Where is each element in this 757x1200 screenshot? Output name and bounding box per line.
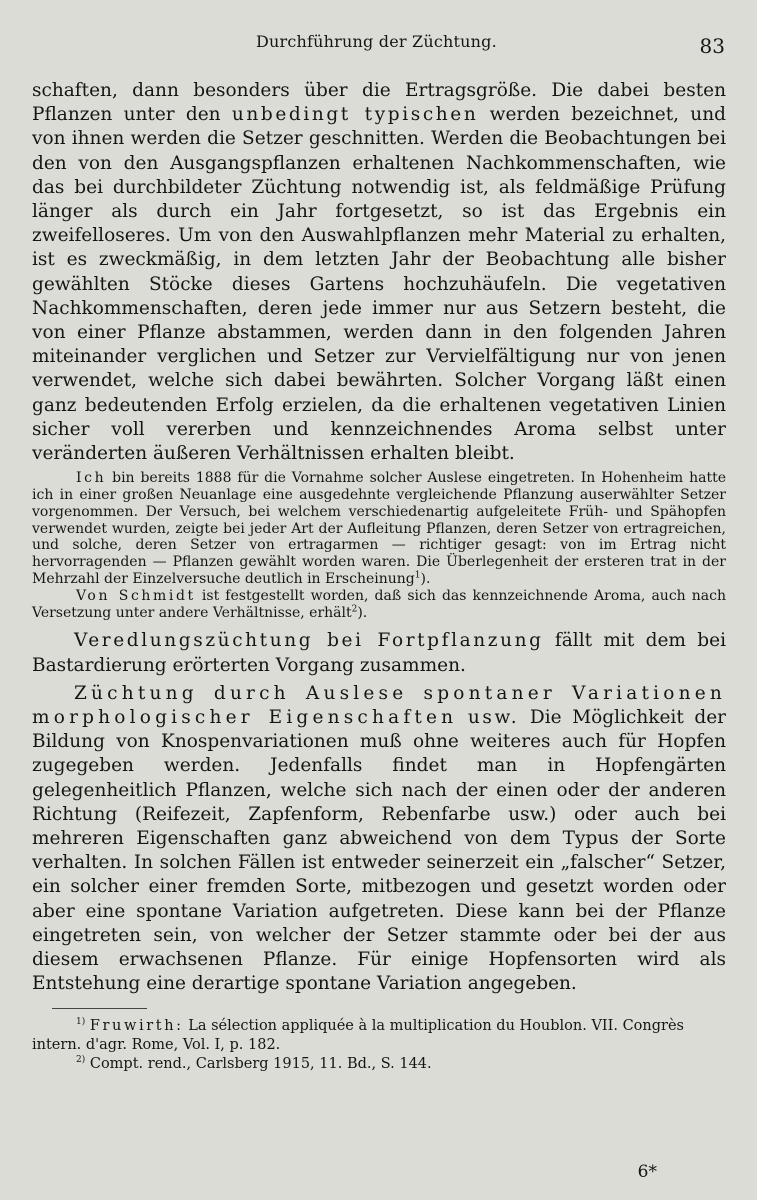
- small-paragraph-1: Ich bin bereits 1888 für die Vornahme solcher Auslese eingetreten. In Hohenheim hatte ich in einer großen Neuanlage eine ausgedehnte vergleichende Pflanzung auserwählter Setzer vorgenommen. Der Versuch, bei welchem verschiedenartig aufgeleitete Früh- und Spähopfen verwendet wurden, zeigte bei jeder Art der Aufleitung Pflanzen, deren Setzer von ertragreichen, und solche, deren Setzer von ertragarmen — richtiger gesagt: von im Ertrag nicht hervorragenden — Pflanzen gewählt worden waren. Die Überlegenheit der ersteren trat in der Mehrzahl der Einzelversuche deutlich in Erscheinung$^1$).: [32, 470, 726, 588]
- footnote-text: La sélection appliquée à la multiplication du Houblon. VII. Congrès intern. d'agr. Rome, Vol. I, p. 182.: [32, 1018, 684, 1054]
- emphasis-text: unbedingt typischen: [231, 104, 479, 126]
- section-heading-inline: Züchtung durch Auslese spontaner Variationen morphologischer Eigenschaften: [32, 682, 726, 729]
- emphasis-text: Von Schmidt: [76, 587, 196, 604]
- paragraph-1-rest: werden bezeichnet, und von ihnen werden die Setzer geschnitten. Werden die Beobachtungen bei den von den Ausgangspflanzen erhaltenen Nachkommenschaften, wie das bei durchbildeter Züchtung notwendig ist, als feldmäßige Prüfung länger als durch ein Jahr fortgesetzt, so ist das Ergebnis ein zweifelloseres. Um von den Auswahlpflanzen mehr Material zu erhalten, ist es zweckmäßig, in dem letzten Jahr der Beobachtung alle bisher gewählten Stöcke dieses Gartens hochzuhäufeln. Die vegetativen Nachkommenschaften, deren jede immer nur aus Setzern besteht, die von einer Pflanze abstammen, werden dann in den folgenden Jahren miteinander verglichen und Setzer zur Vervielfältigung nur von jenen verwendet, welche sich dabei bewährten. Solcher Vorgang läßt einen ganz bedeutenden Erfolg erzielen, da die erhaltenen vegetativen Linien sicher voll vererben und kennzeichnendes Aroma selbst unter veränderten äußeren Verhältnissen erhalten bleibt.: [32, 104, 726, 465]
- footnote-text: Compt. rend., Carlsberg 1915, 11. Bd., S. 144.: [89, 1056, 432, 1073]
- section-heading-inline: Veredlungszüchtung bei Fortpflanzung: [74, 630, 544, 652]
- footnote-author: Fruwirth:: [89, 1018, 184, 1035]
- footnote-2: [32, 1055, 726, 1074]
- footnote-ref: 2: [351, 603, 358, 614]
- emphasis-text: Ich: [76, 470, 107, 487]
- paragraph-3-text: Die Möglichkeit der Bildung von Knospenvariationen muß ohne weiteres auch für Hopfen zugegeben werden. Jedenfalls findet man in Hopfengärten gelegenheitlich Pflanzen, welche sich nach der einen oder der anderen Richtung (Reifezeit, Zapfenform, Rebenfarbe usw.) oder auch bei mehreren Eigenschaften ganz abweichend von dem Typus der Sorte verhalten. In solchen Fällen ist entweder seinerzeit ein „falscher“ Setzer, ein solcher einer fremden Sorte, mitbezogen und gesetzt worden oder aber eine spontane Variation aufgetreten. Diese kann bei der Pflanze eingetreten sein, von welcher der Setzer stammte oder bei der aus diesem erwachsenen Pflanze. Für einige Hopfensorten wird als Entstehung eine derartige spontane Variation angegeben.: [32, 707, 727, 995]
- small-paragraph-2-text: ist festgestellt worden, daß sich das kennzeichnende Aroma, auch nach Versetzung unter andere Verhältnisse, erhält: [32, 587, 727, 621]
- paragraph-1-text: schaften, dann besonders über die Ertragsgröße. Die dabei besten Pflanzen unter den: [32, 80, 726, 126]
- running-title: Durchführung der Züchtung.: [256, 32, 497, 51]
- footnote-mark: 2): [76, 1055, 86, 1066]
- footnote-mark: 1): [76, 1017, 86, 1028]
- emphasis-text: usw.: [467, 707, 520, 729]
- running-header: [0, 32, 757, 62]
- signature-mark: 6*: [637, 1162, 657, 1182]
- footnote-rule: [52, 1008, 147, 1009]
- page-number: 83: [699, 34, 725, 58]
- small-paragraph-2: Von Schmidt ist festgestellt worden, daß sich das kennzeichnende Aroma, auch nach Versetzung unter andere Verhältnisse, erhält$^2$).: [32, 587, 727, 621]
- paragraph-1: [32, 79, 726, 466]
- paragraph-2: [32, 629, 726, 677]
- paragraph-2-text: fällt mit dem bei Bastardierung erörterten Vorgang zusammen.: [32, 630, 726, 676]
- paragraph-3: [32, 682, 726, 997]
- small-paragraph-1-text: bin bereits 1888 für die Vornahme solcher Auslese eingetreten. In Hohenheim hatte ich in einer großen Neuanlage eine ausgedehnte vergleichende Pflanzung auserwählter Setzer vorgenommen. Der Versuch, bei welchem verschiedenartig aufgeleitete Früh- und Spähopfen verwendet wurden, zeigte bei jeder Art der Aufleitung Pflanzen, deren Setzer von ertragreichen, und solche, deren Setzer von ertragarmen — richtiger gesagt: von im Ertrag nicht hervorragenden — Pflanzen gewählt worden waren. Die Überlegenheit der ersteren trat in der Mehrzahl der Einzelversuche deutlich in Erscheinung: [32, 470, 726, 588]
- footnote-1: [32, 1017, 726, 1055]
- footnote-ref: 1: [414, 570, 421, 581]
- page-body: [32, 79, 726, 1074]
